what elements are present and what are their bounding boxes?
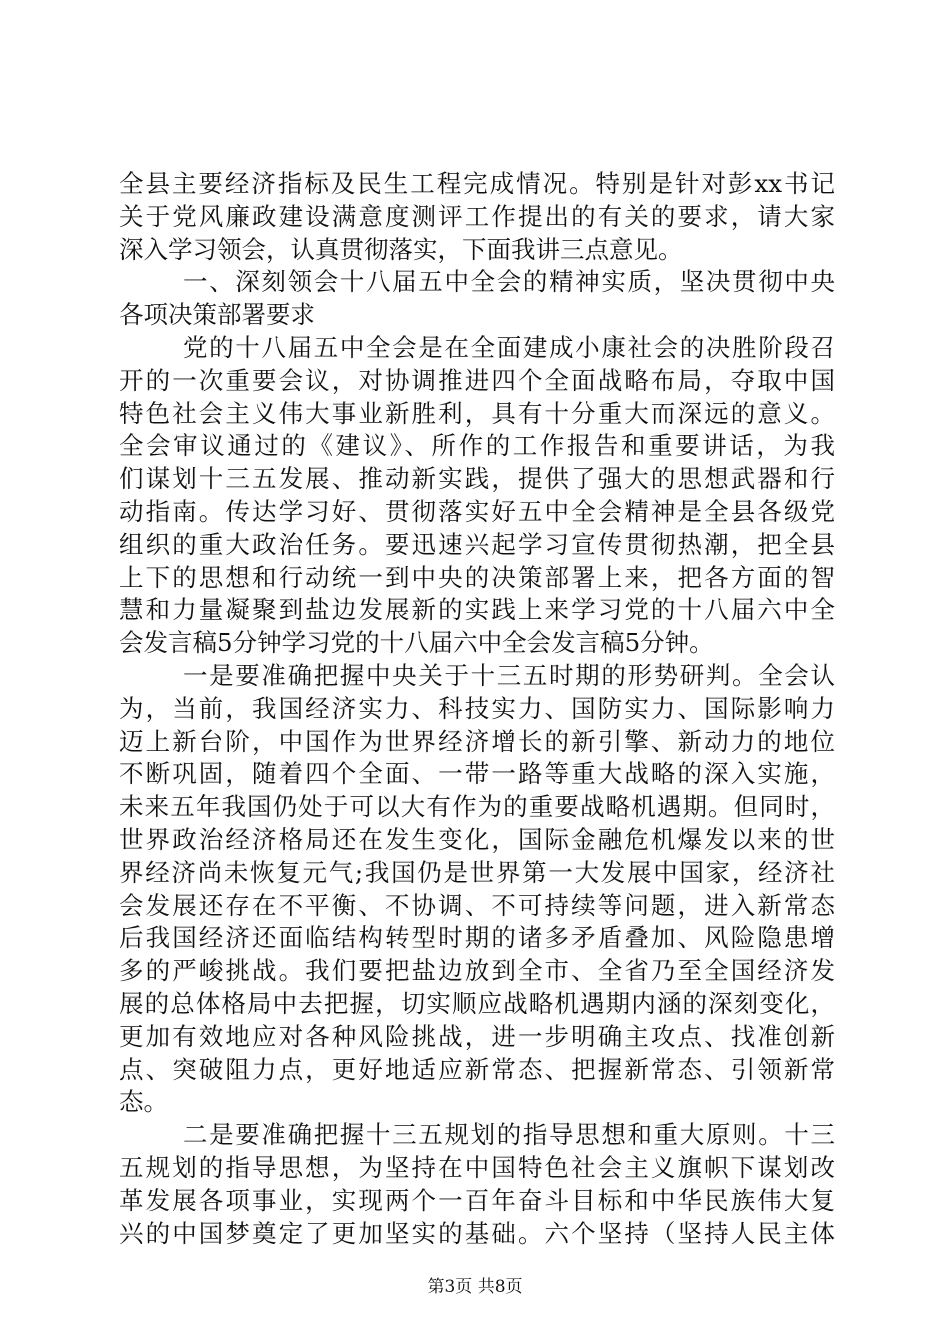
text-line: 特色社会主义伟大事业新胜利，具有十分重大而深远的意义。 bbox=[119, 398, 835, 428]
text-line: 各项决策部署要求 bbox=[119, 300, 315, 330]
text-line: 世界政治经济格局还在发生变化，国际金融危机爆发以来的世 bbox=[119, 824, 835, 854]
text-line: 全会审议通过的《建议》、所作的工作报告和重要讲话，为我 bbox=[119, 431, 835, 461]
text-line: 为，当前，我国经济实力、科技实力、国防实力、国际影响力 bbox=[119, 693, 835, 723]
text-line: 未来五年我国仍处于可以大有作为的重要战略机遇期。但同时， bbox=[119, 792, 835, 822]
text-line: 会发言稿5分钟学习党的十八届六中全会发言稿5分钟。 bbox=[119, 628, 714, 658]
page-footer: 第3页 共8页 bbox=[427, 1277, 523, 1297]
text-line: 五规划的指导思想，为坚持在中国特色社会主义旗帜下谋划改 bbox=[119, 1152, 835, 1182]
text-line: 点、突破阻力点，更好地适应新常态、把握新常态、引领新常 bbox=[119, 1054, 835, 1084]
text-line: 动指南。传达学习好、贯彻落实好五中全会精神是全县各级党 bbox=[119, 496, 835, 526]
text-line: 上下的思想和行动统一到中央的决策部署上来，把各方面的智 bbox=[119, 562, 835, 592]
text-line: 深入学习领会，认真贯彻落实，下面我讲三点意见。 bbox=[119, 234, 683, 264]
text-line: 们谋划十三五发展、推动新实践，提供了强大的思想武器和行 bbox=[119, 464, 835, 494]
text-line: 一、深刻领会十八届五中全会的精神实质，坚决贯彻中央 bbox=[183, 267, 835, 297]
text-line: 全县主要经济指标及民生工程完成情况。特别是针对彭xx书记 bbox=[119, 169, 835, 198]
text-line: 组织的重大政治任务。要迅速兴起学习宣传贯彻热潮，把全县 bbox=[119, 529, 835, 559]
text-line: 慧和力量凝聚到盐边发展新的实践上来学习党的十八届六中全 bbox=[119, 595, 835, 625]
text-line: 多的严峻挑战。我们要把盐边放到全市、全省乃至全国经济发 bbox=[119, 956, 835, 986]
text-line: 会发展还存在不平衡、不协调、不可持续等问题，进入新常态 bbox=[119, 890, 835, 920]
text-line: 后我国经济还面临结构转型时期的诸多矛盾叠加、风险隐患增 bbox=[119, 923, 835, 953]
text-line: 态。 bbox=[119, 1087, 168, 1117]
text-line: 兴的中国梦奠定了更加坚实的基础。六个坚持（坚持人民主体 bbox=[119, 1218, 835, 1248]
text-line: 一是要准确把握中央关于十三五时期的形势研判。全会认 bbox=[183, 660, 835, 690]
text-line: 关于党风廉政建设满意度测评工作提出的有关的要求，请大家 bbox=[119, 201, 835, 231]
text-line: 革发展各项事业，实现两个一百年奋斗目标和中华民族伟大复 bbox=[119, 1185, 835, 1215]
text-line: 界经济尚未恢复元气;我国仍是世界第一大发展中国家，经济社 bbox=[119, 857, 835, 887]
text-line: 开的一次重要会议，对协调推进四个全面战略布局，夺取中国 bbox=[119, 365, 835, 395]
text-line: 二是要准确把握十三五规划的指导思想和重大原则。十三 bbox=[183, 1120, 835, 1150]
document-body bbox=[119, 168, 835, 1250]
text-line: 不断巩固，随着四个全面、一带一路等重大战略的深入实施， bbox=[119, 759, 835, 789]
text-line: 迈上新台阶，中国作为世界经济增长的新引擎、新动力的地位 bbox=[119, 726, 835, 756]
text-line: 展的总体格局中去把握，切实顺应战略机遇期内涵的深刻变化， bbox=[119, 988, 835, 1018]
text-line: 更加有效地应对各种风险挑战，进一步明确主攻点、找准创新 bbox=[119, 1021, 835, 1051]
text-line: 党的十八届五中全会是在全面建成小康社会的决胜阶段召 bbox=[183, 332, 835, 362]
